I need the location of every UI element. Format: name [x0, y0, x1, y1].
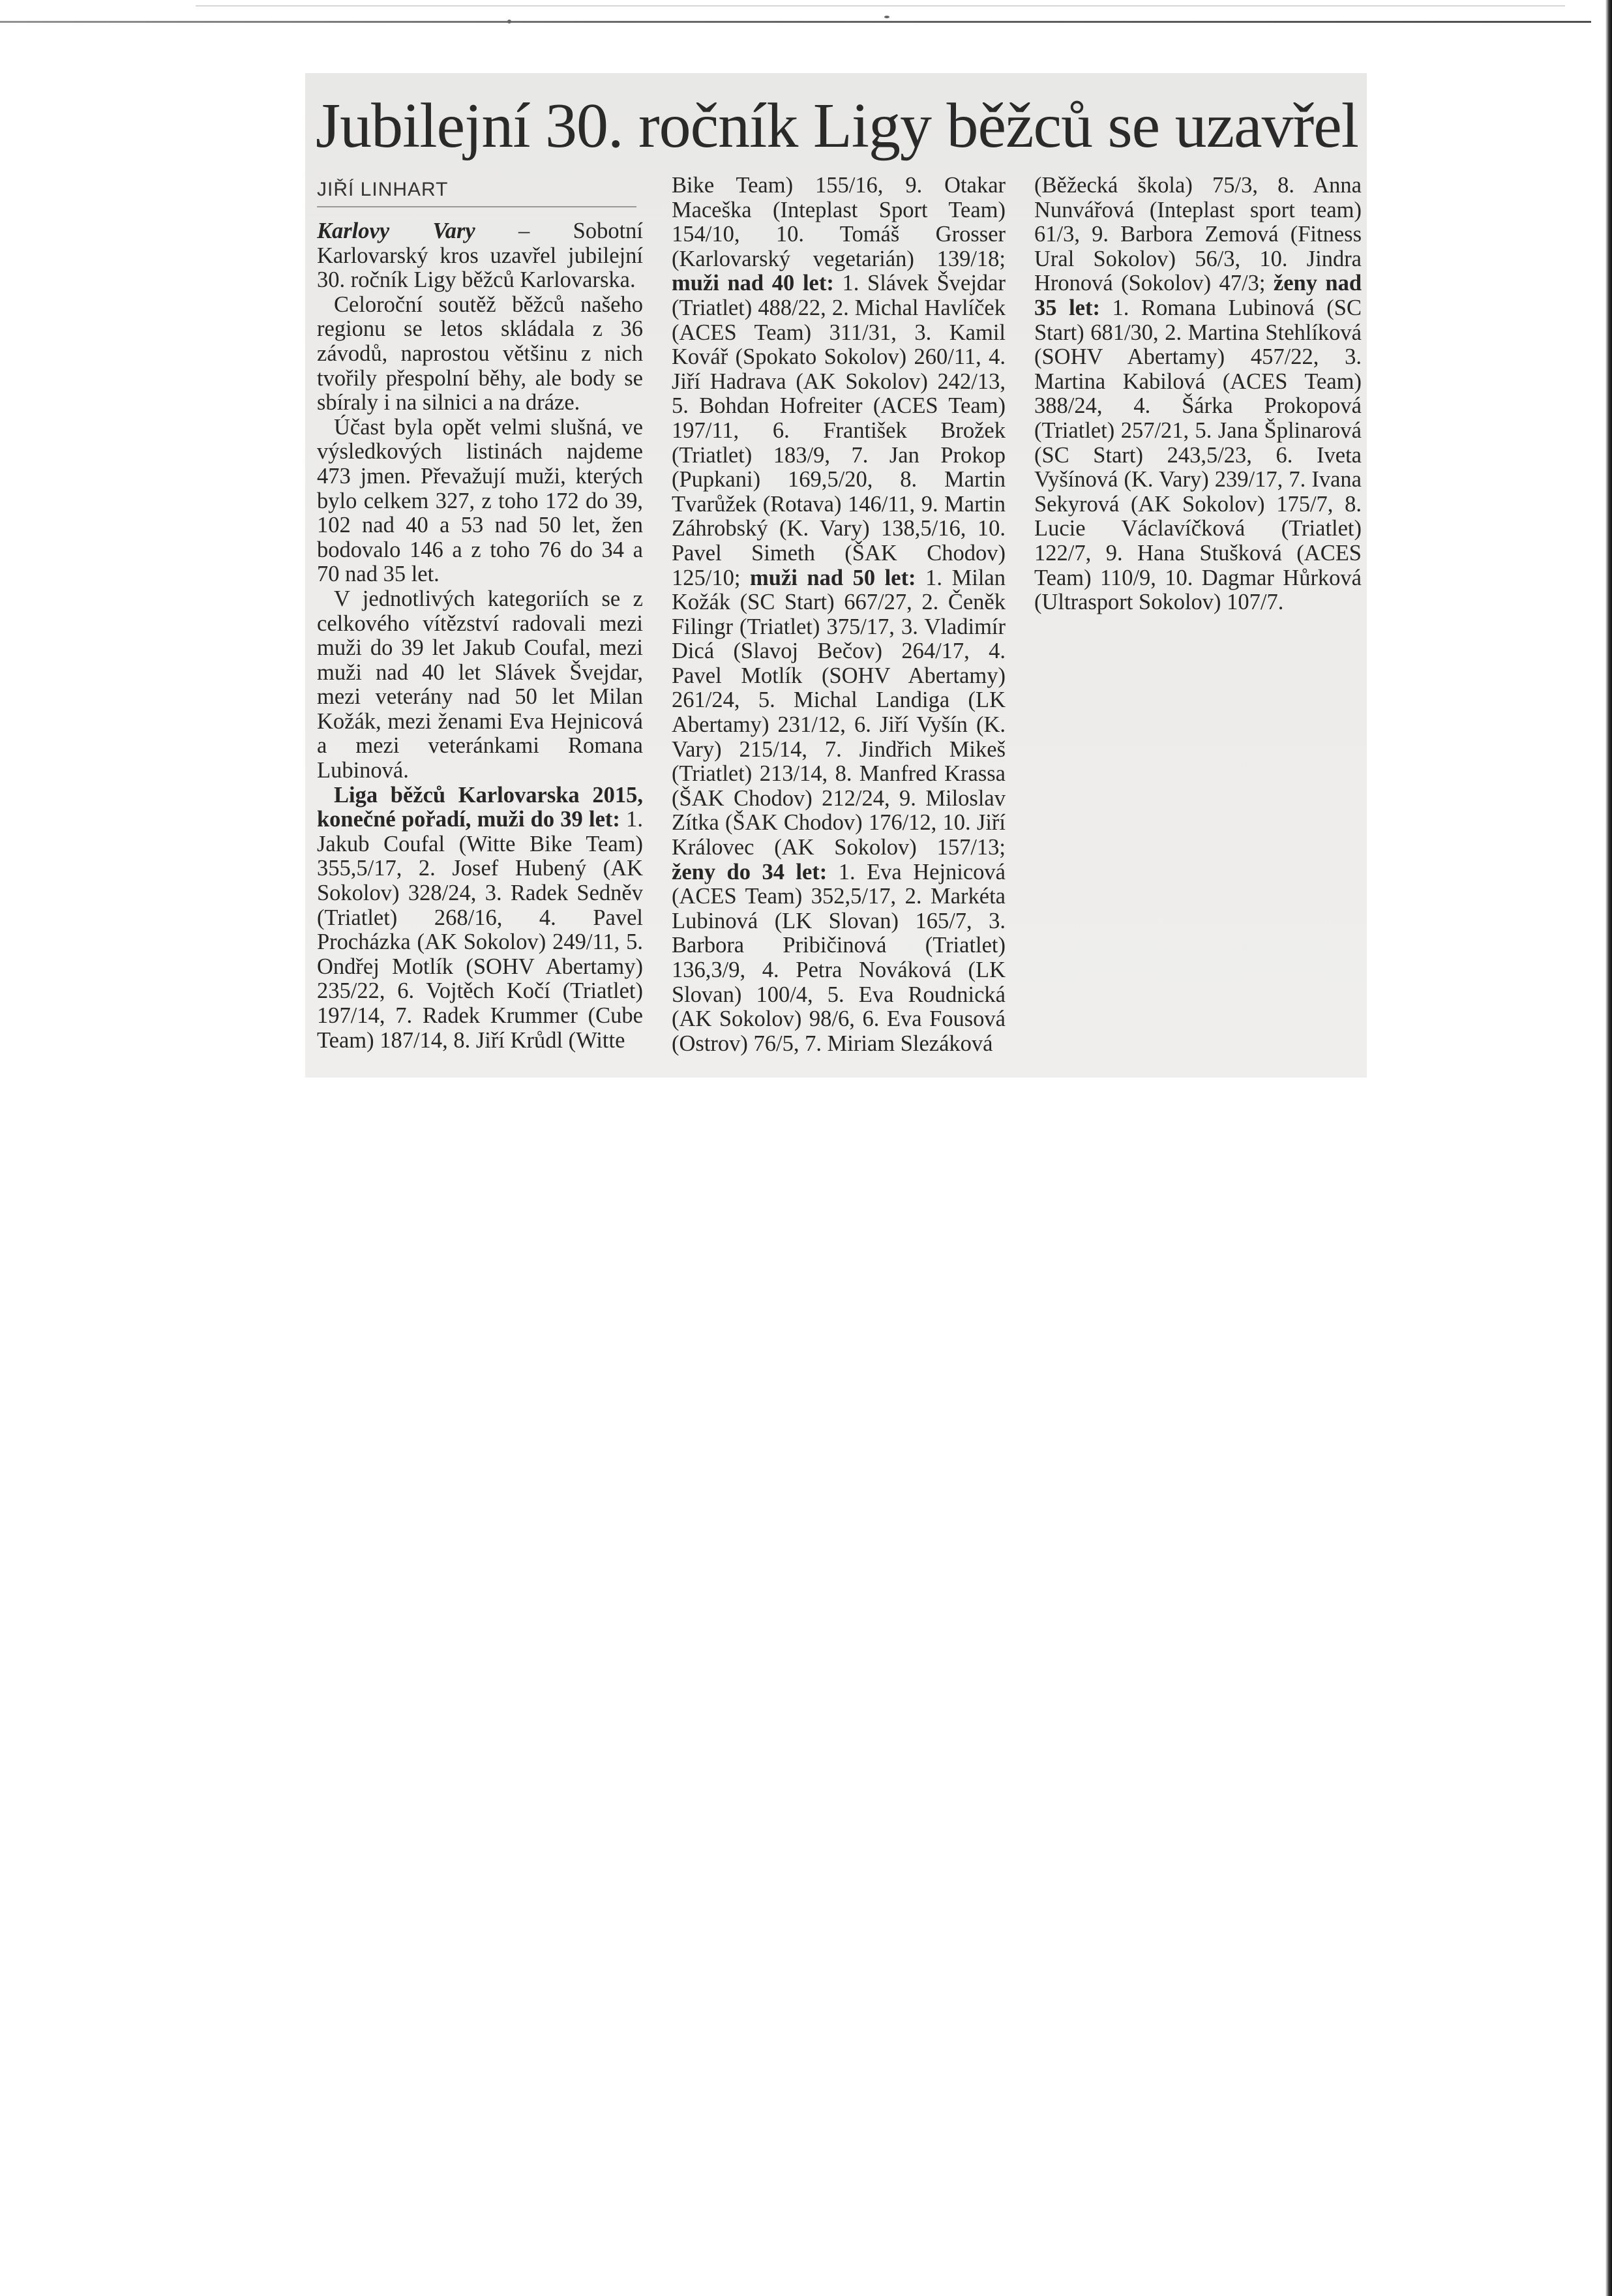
results-women-34-text: 1. Eva Hejnicová (ACES Team) 352,5/17, 2. Markéta Lubinová (LK Slovan) 165/7, 3. Barbora Pribičinová (Triatlet) 136,3/9, 4. Petra Nováková (LK Slovan) 100/4, 5. Eva Roudnická (AK Sokolov) 98/6, 6. Eva Fousová (Ostrov) 76/5, 7. Miriam Slezáková [672, 859, 1006, 1056]
results-women-34-text: (Běžecká škola) 75/3, 8. Anna Nunvářová (Inteplast sport team) 61/3, 9. Barbora Zemová (Fitness Ural Sokolov) 56/3, 10. Jindra Hronová (Sokolov) 47/3; [1034, 174, 1362, 296]
category-label: muži nad 40 let: [672, 271, 834, 296]
article-paragraph: Celoroční soutěž běžců našeho regionu se letos skládala z 36 závodů, naprostou většinu z nich tvořily přespolní běhy, ale body se sbíraly i na silnici a na dráze. [317, 292, 643, 415]
results-heading: Liga běžců Karlovarska 2015, konečné pořadí, muži do 39 let: [317, 782, 643, 832]
results-men-40-text: 1. Slávek Švejdar (Triatlet) 488/22, 2. Michal Havlíček (ACES Team) 311/31, 3. Kamil Kovář (Spokato Sokolov) 260/11, 4. Jiří Hadrava (AK Sokolov) 242/13, 5. Bohdan Hofreiter (ACES Team) 197/11, 6. František Brožek (Triatlet) 183/9, 7. Jan Prokop (Pupkani) 169,5/20, 8. Martin Tvarůžek (Rotava) 146/11, 9. Martin Záhrobský (K. Vary) 138,5/16, 10. Pavel Simeth (ŠAK Chodov) 125/10; [672, 271, 1006, 590]
article-column-1 [317, 174, 643, 1074]
scan-edge-top-faint [196, 5, 1565, 7]
results-paragraph [1034, 174, 1362, 615]
article-dateline: Karlovy Vary [317, 219, 475, 243]
category-label: muži nad 50 let: [740, 565, 916, 590]
results-paragraph [317, 783, 643, 1053]
results-men-39-text: Bike Team) 155/16, 9. Otakar Maceška (Inteplast Sport Team) 154/10, 10. Tomáš Grosser (Karlovarský vegetarián) 139/18; [672, 174, 1006, 271]
article-byline: JIŘÍ LINHART [317, 174, 636, 207]
scan-edge-right [1605, 0, 1612, 2296]
results-men-50-text: 1. Milan Kožák (SC Start) 667/27, 2. Čeněk Filingr (Triatlet) 375/17, 3. Vladimír Dicá (Slavoj Bečov) 264/17, 4. Pavel Motlík (SOHV Abertamy) 261/24, 5. Michal Landiga (LK Abertamy) 231/12, 6. Jiří Vyšín (K. Vary) 215/14, 7. Jindřich Mikeš (Triatlet) 213/14, 8. Manfred Krassa (ŠAK Chodov) 212/24, 9. Miloslav Zítka (ŠAK Chodov) 176/12, 10. Jiří Královec (AK Sokolov) 157/13; [672, 565, 1006, 860]
scan-speck [507, 20, 511, 23]
article-headline: Jubilejní 30. ročník Ligy běžců se uzavřel [316, 91, 1358, 161]
results-paragraph [672, 174, 1006, 1056]
category-label: ženy do 34 let: [672, 859, 828, 884]
article-column-2 [672, 174, 1006, 1074]
category-label: ženy nad 35 let: [1034, 271, 1362, 320]
article-lead [317, 219, 643, 293]
article-paragraph: V jednotlivých kategoriích se z celkového vítězství radovali mezi muži do 39 let Jakub Coufal, mezi muži nad 40 let Slávek Švejdar, mezi veterány nad 50 let Milan Kožák, mezi ženami Eva Hejnicová a mezi veteránkami Romana Lubinová. [317, 586, 643, 783]
scan-speck [884, 16, 889, 18]
article-column-3 [1034, 174, 1362, 1074]
article-paragraph: Účast byla opět velmi slušná, ve výsledkových listinách najdeme 473 jmen. Převažují muži, kterých bylo celkem 327, z toho 172 do 39, 102 nad 40 a 53 nad 50 let, žen bodovalo 146 a z toho 76 do 34 a 70 nad 35 let. [317, 414, 643, 587]
article-lead-text: – Sobotní Karlovarský kros uzavřel jubilejní 30. ročník Ligy běžců Karlovarska. [317, 219, 643, 293]
results-men-39-text: 1. Jakub Coufal (Witte Bike Team) 355,5/17, 2. Josef Hubený (AK Sokolov) 328/24, 3. Radek Sedněv (Triatlet) 268/16, 4. Pavel Procházka (AK Sokolov) 249/11, 5. Ondřej Motlík (SOHV Abertamy) 235/22, 6. Vojtěch Kočí (Triatlet) 197/14, 7. Radek Krummer (Cube Team) 187/14, 8. Jiří Krůdl (Witte [317, 807, 643, 1053]
scan-edge-top [0, 21, 1591, 23]
results-women-35-text: 1. Romana Lubinová (SC Start) 681/30, 2. Martina Stehlíková (SOHV Abertamy) 457/22, 3. Martina Kabilová (ACES Team) 388/24, 4. Šárka Prokopová (Triatlet) 257/21, 5. Jana Šplinarová (SC Start) 243,5/23, 6. Iveta Vyšínová (K. Vary) 239/17, 7. Ivana Sekyrová (AK Sokolov) 175/7, 8. Lucie Václavíčková (Triatlet) 122/7, 9. Hana Stušková (ACES Team) 110/9, 10. Dagmar Hůrková (Ultrasport Sokolov) 107/7. [1034, 295, 1362, 615]
